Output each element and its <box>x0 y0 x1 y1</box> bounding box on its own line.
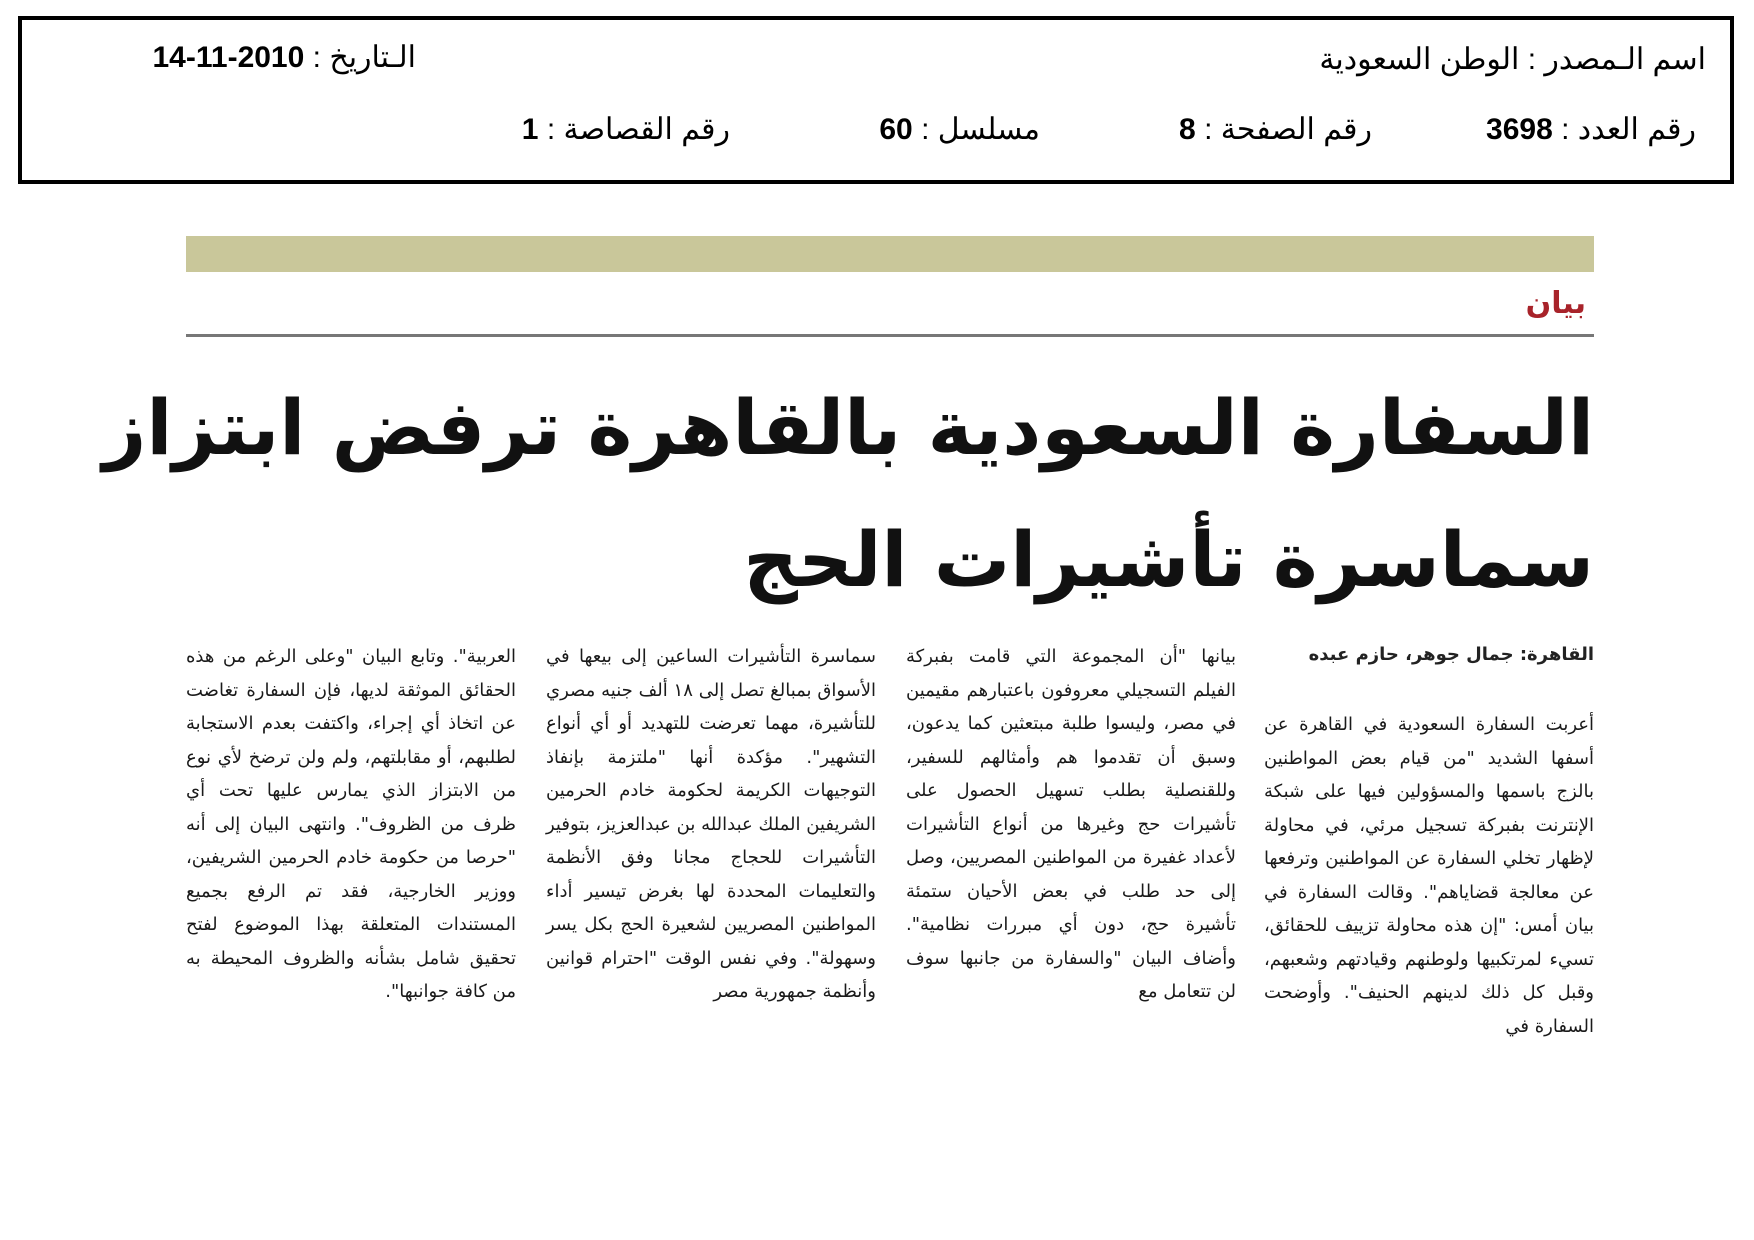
article-byline: القاهرة: جمال جوهر، حازم عبده <box>1308 644 1594 665</box>
serial-field <box>879 112 1040 147</box>
source-field <box>1319 42 1706 77</box>
headline-line-1: السفارة السعودية بالقاهرة ترفض ابتزاز <box>102 383 1594 472</box>
newspaper-clipping <box>102 236 1594 1136</box>
date-label: الـتاريخ : <box>312 41 416 74</box>
section-label: بيان <box>1525 286 1586 321</box>
clip-label: رقم القصاصة : <box>546 113 730 146</box>
issue-field <box>1486 112 1696 147</box>
article-column-3: سماسرة التأشيرات الساعين إلى بيعها في الأسواق بمبالغ تصل إلى ١٨ ألف جنيه مصري للتأشيرة، مهما تعرضت للتهديد أو أي أنواع التشهير". مؤكدة أنها "ملتزمة بإنفاذ التوجيهات الكريمة لحكومة خادم الحرمين الشريفين الملك عبدالله بن عبدالعزيز، بتوفير التأشيرات للحجاج مجانا وفق الأنظمة والتعليمات المحددة لها بغرض تيسير أداء المواطنين المصريين لشعيرة الحج بكل يسر وسهولة". وفي نفس الوقت "احترام قوانين وأنظمة جمهورية مصر <box>546 646 876 1002</box>
page-label: رقم الصفحة : <box>1204 113 1372 146</box>
issue-value: 3698 <box>1486 113 1553 146</box>
article-column-1: أعربت السفارة السعودية في القاهرة عن أسفها الشديد "من قيام بعض المواطنين بالزج باسمها والمسؤولين فيها على شبكة الإنترنت بفبركة تسجيل مرئي، في محاولة لإظهار تخلي السفارة عن المواطنين وترفعها عن معالجة قضاياهم". وقالت السفارة في بيان أمس: "إن هذه محاولة تزييف للحقائق، تسيء لمرتكبيها ولوطنهم وقيادتهم وشعبهم، وقبل كل ذلك لدينهم الحنيف". وأوضحت السفارة في <box>1264 714 1594 1037</box>
clip-field <box>522 112 730 147</box>
section-color-band <box>186 236 1594 272</box>
clip-value: 1 <box>521 113 539 146</box>
serial-label: مسلسل : <box>921 113 1040 146</box>
article-column-2: بيانها "أن المجموعة التي قامت بفبركة الفيلم التسجيلي معروفون باعتبارهم مقيمين في مصر، وليسوا طلبة مبتعثين كما يدعون، وسبق أن تقدموا هم وأمثالهم للسفير، وللقنصلية بطلب تسهيل الحصول على تأشيرات حج وغيرها من أنواع التأشيرات لأعداد غفيرة من المواطنين المصريين، وصل إلى حد طلب في بعض الأحيان ستمئة تأشيرة حج، دون أي مبررات نظامية". وأضاف البيان "والسفارة من جانبها سوف لن تتعامل مع <box>906 646 1236 1002</box>
section-divider <box>186 334 1594 337</box>
source-value: الوطن السعودية <box>1319 43 1520 76</box>
date-value: 2010-11-14 <box>152 41 305 74</box>
clipping-metadata-box <box>18 16 1734 184</box>
issue-label: رقم العدد : <box>1561 113 1696 146</box>
serial-value: 60 <box>879 113 913 146</box>
page-field <box>1179 112 1372 147</box>
headline-line-2: سماسرة تأشيرات الحج <box>743 515 1594 604</box>
source-label: اسم الـمصدر : <box>1527 43 1706 76</box>
date-field <box>152 40 416 75</box>
page-value: 8 <box>1179 113 1196 146</box>
article-column-4: العربية". وتابع البيان "وعلى الرغم من هذه الحقائق الموثقة لديها، فإن السفارة تغاضت عن اتخاذ أي إجراء، واكتفت بعدم الاستجابة لطلبهم، أو مقابلتهم، ولم ولن ترضخ لأي نوع من الابتزاز الذي يمارس عليها تحت أي ظرف من الظروف". وانتهى البيان إلى أنه "حرصا من حكومة خادم الحرمين الشريفين، ووزير الخارجية، فقد تم الرفع بجميع المستندات المتعلقة بهذا الموضوع لفتح تحقيق شامل بشأنه والظروف المحيطة به من كافة جوانبها". <box>186 646 516 1002</box>
article-headline <box>102 362 1594 626</box>
